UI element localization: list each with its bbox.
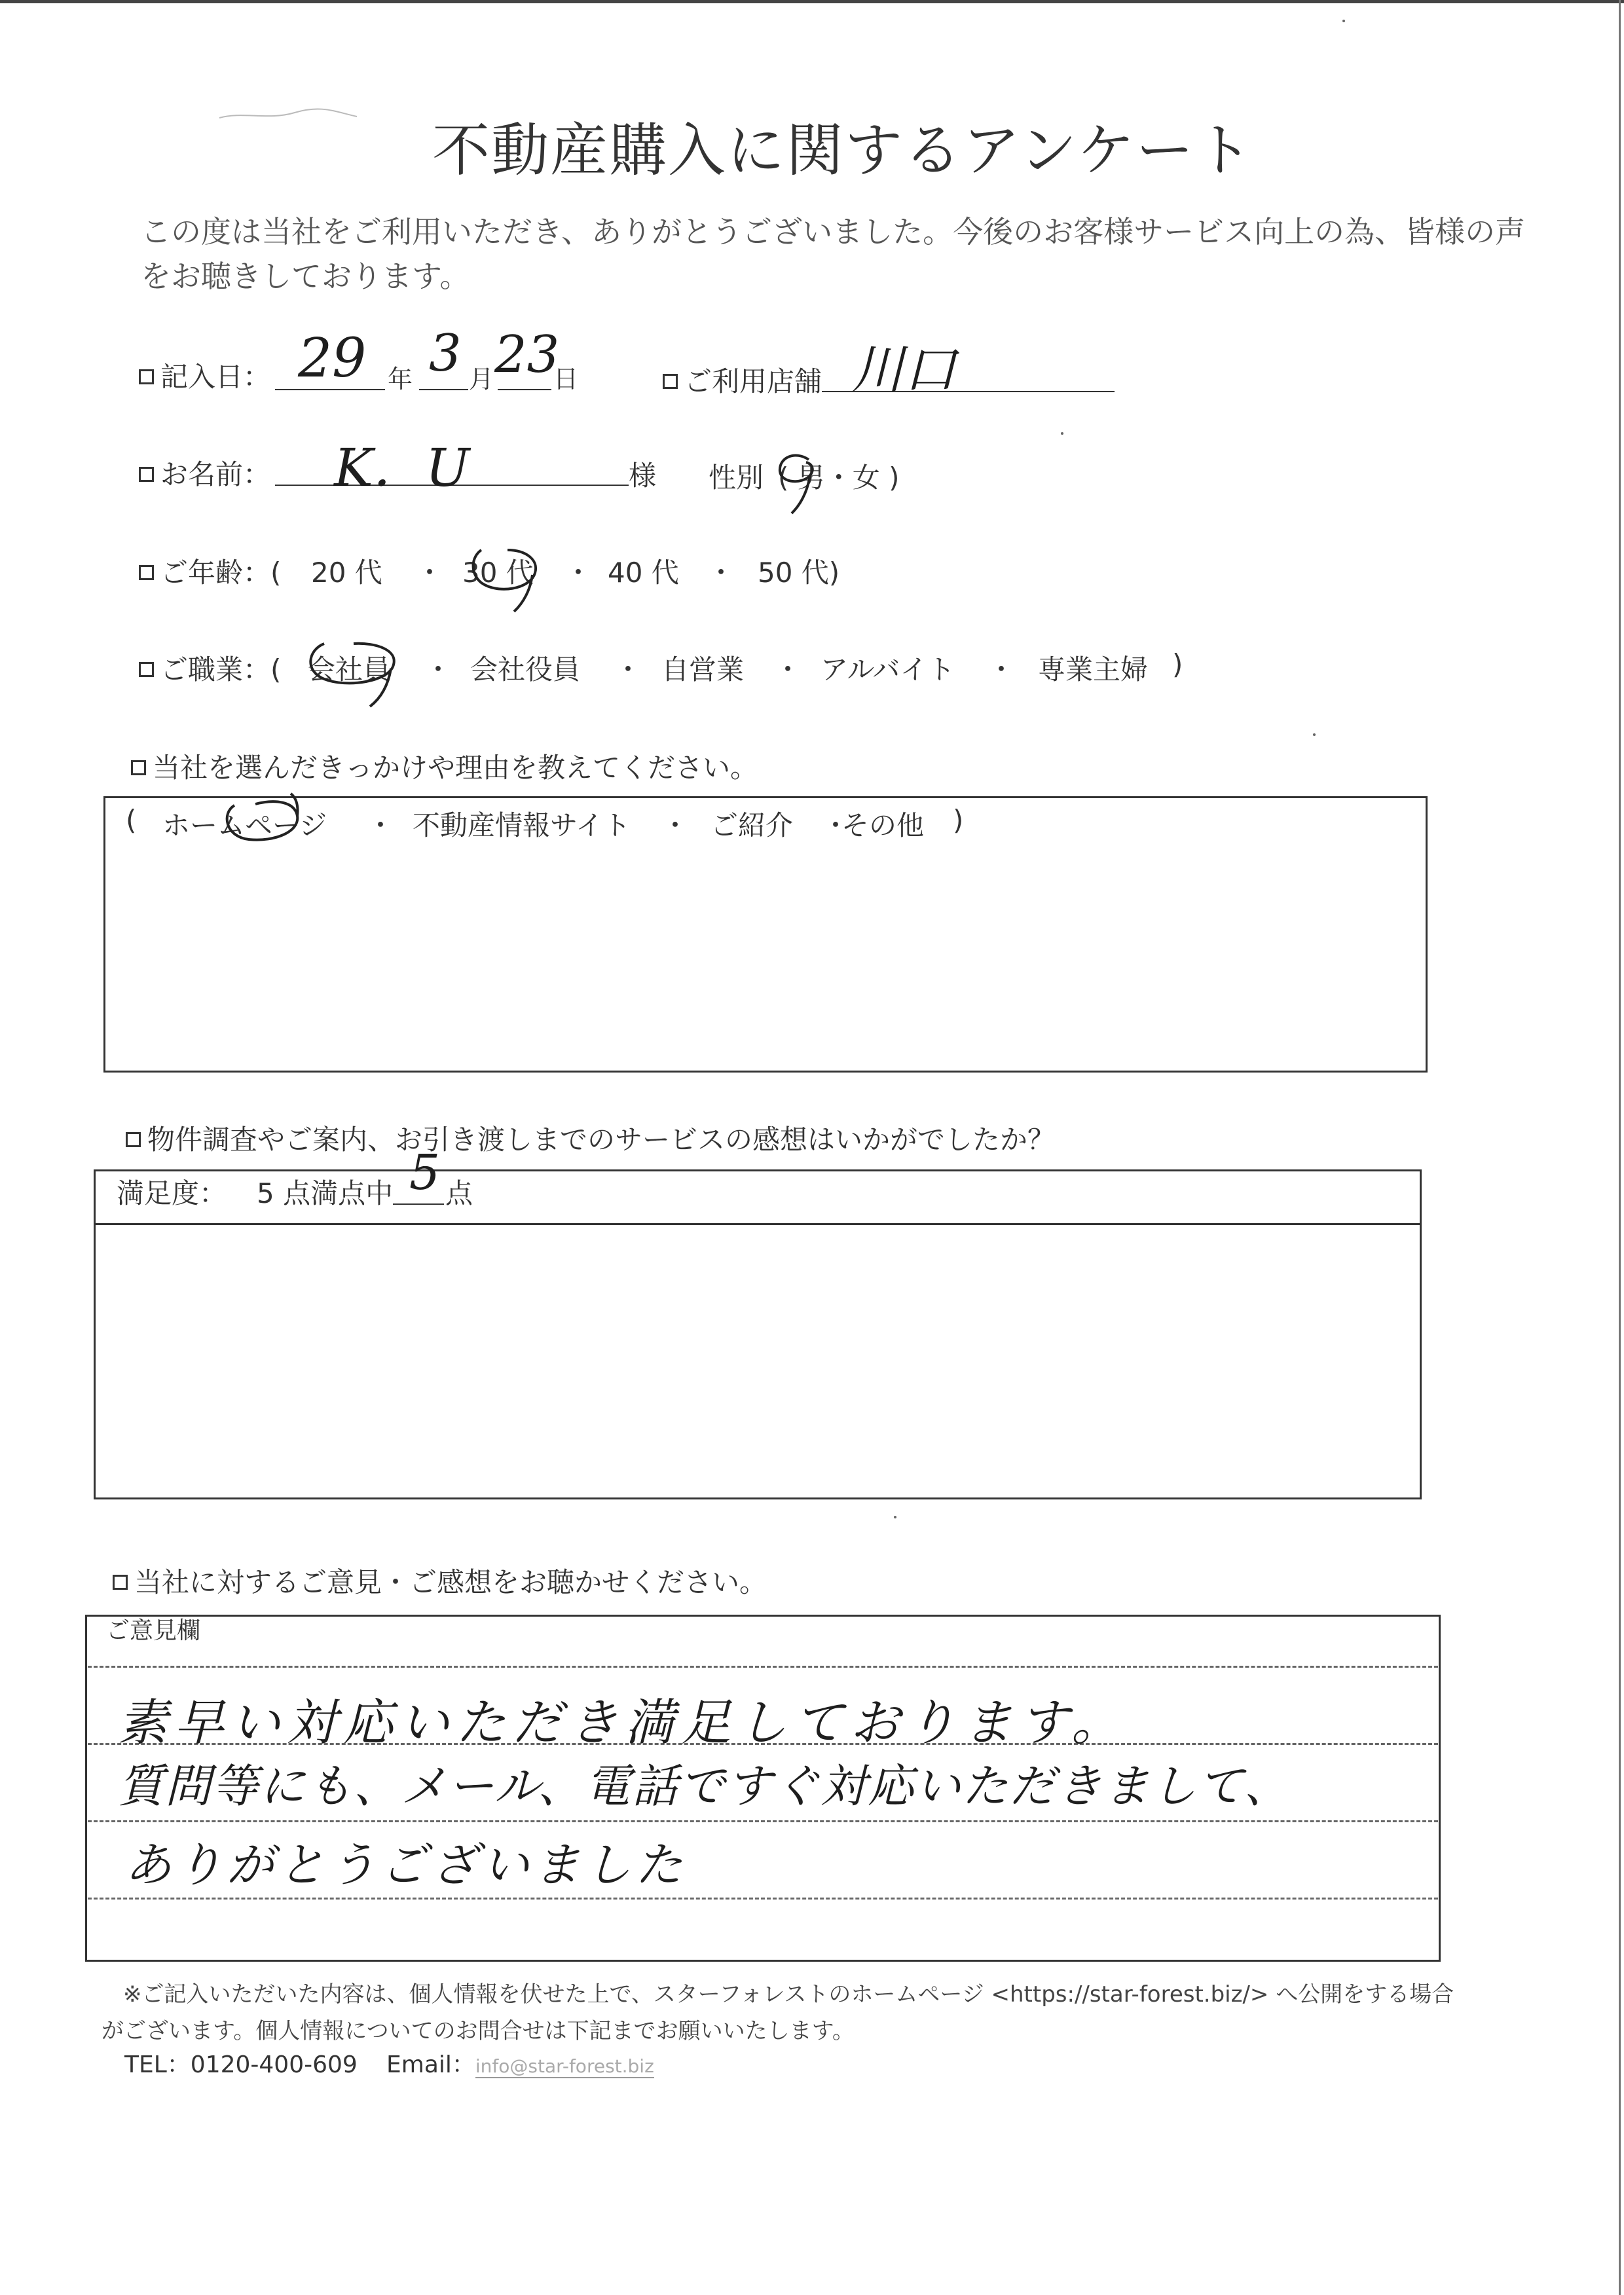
q3-question-text: 当社に対するご意見・ご感想をお聴かせください。: [134, 1566, 767, 1598]
name-label-text: お名前：: [160, 458, 271, 490]
separator: ・: [707, 557, 735, 589]
q1-option-homepage: ホームページ: [162, 809, 327, 841]
q3-box-label: ご意見欄: [106, 1617, 201, 1644]
bullet-icon: [126, 1132, 141, 1147]
comment-line-1: 素早い対応いただき満足しております。: [118, 1693, 1128, 1752]
q2-divider: [94, 1223, 1422, 1225]
entry-month-unit: 月: [469, 365, 494, 394]
occupation-option-executive: 会社役員: [470, 653, 581, 686]
store-label-text: ご利用店舗: [684, 365, 822, 397]
scan-right-edge: [1619, 0, 1621, 2295]
bullet-icon: [663, 374, 678, 389]
entry-year-value: 29: [298, 327, 367, 390]
separator: ・: [416, 557, 444, 589]
age-row: [139, 551, 281, 591]
bullet-icon: [139, 369, 154, 384]
separator: ・: [661, 809, 690, 841]
store-label: [663, 360, 822, 399]
intro-line-1: この度は当社をご利用いただき、ありがとうございました。今後のお客様サービス向上の為、皆様の声: [141, 214, 1526, 249]
entry-year-unit: 年: [388, 365, 413, 394]
comment-line-2: 質問等にも、メール、電話ですぐ対応いただきまして、: [118, 1759, 1291, 1813]
paren-open: (: [778, 462, 789, 494]
satisfaction-value: 5: [409, 1145, 441, 1201]
entry-month-line: [419, 389, 468, 390]
intro-line-2: をお聴きしております。: [141, 259, 470, 294]
satisfaction-suffix: 点: [445, 1177, 473, 1209]
bullet-icon: [139, 565, 154, 580]
q1-question-text: 当社を選んだきっかけや理由を教えてください。: [153, 752, 758, 784]
name-label: [139, 453, 270, 492]
q2-question-text: 物件調査やご案内、お引き渡しまでのサービスの感想はいかがでしたか？: [147, 1124, 1056, 1156]
age-option-50: 50 代): [758, 557, 840, 589]
name-value: K．U: [334, 437, 470, 498]
name-suffix: 様: [629, 460, 657, 492]
q1-selection-circle: [216, 792, 308, 851]
occupation-label: ご職業：(: [160, 653, 282, 686]
occupation-option-part-time: アルバイト: [821, 653, 955, 686]
q3-question: [113, 1561, 767, 1600]
separator: ・: [564, 557, 593, 589]
paren-close: ): [889, 462, 900, 494]
separator: ・: [424, 653, 452, 686]
separator: ・: [614, 653, 642, 686]
store-value: 川口: [851, 339, 956, 400]
scan-speck: [894, 1516, 896, 1518]
separator: ・: [824, 462, 853, 494]
bullet-icon: [131, 760, 146, 775]
dashed-line: [88, 1666, 1438, 1668]
occupation-row: [139, 648, 281, 688]
scan-speck: [1342, 20, 1345, 22]
page-title: 不動産購入に関するアンケート: [432, 117, 1254, 184]
q1-option-referral: ご紹介: [710, 809, 794, 841]
age-option-30: 30 代: [462, 557, 534, 589]
q1-option-real-estate-site: 不動産情報サイト: [413, 809, 631, 841]
email-label: Email：: [386, 2051, 475, 2078]
scan-speck: [1061, 432, 1063, 435]
comment-line-3: ありがとうございました: [124, 1837, 687, 1892]
satisfaction-prefix: 5 点満点中: [257, 1177, 394, 1209]
separator: ・: [774, 653, 802, 686]
paren-close: ): [953, 804, 964, 836]
footer-note-1: ※ご記入いただいた内容は、個人情報を伏せた上で、スターフォレストのホームページ <https://star-forest.biz/> へ公開をする場合: [123, 1981, 1454, 2008]
bullet-icon: [139, 467, 154, 482]
age-option-20: 20 代: [311, 557, 382, 589]
entry-day-line: [498, 389, 551, 390]
email-address[interactable]: info@star-forest.biz: [475, 2055, 654, 2077]
entry-date-label: [139, 356, 270, 395]
scan-speck: [1313, 733, 1316, 736]
separator: ・: [987, 653, 1016, 686]
separator: ・: [367, 809, 395, 841]
faint-mark: [216, 98, 360, 131]
satisfaction-line: [393, 1203, 444, 1205]
tel-row: [124, 2046, 358, 2080]
paren-close: ): [1172, 648, 1183, 680]
gender-option-female: 女: [852, 462, 880, 494]
occupation-option-company-employee: 会社員: [308, 653, 391, 686]
gender-label: 性別: [709, 462, 764, 494]
entry-month-value: 3: [429, 324, 462, 383]
entry-day-value: 23: [494, 325, 560, 384]
scan-top-edge: [0, 0, 1624, 3]
gender-selection-circle: [769, 445, 822, 517]
occupation-selection-circle: [298, 632, 403, 710]
footer-note-2: がございます。個人情報についてのお問合せは下記までお願いいたします。: [101, 2018, 855, 2044]
q1-option-other: その他: [841, 809, 925, 841]
entry-date-label-text: 記入日：: [160, 361, 271, 393]
satisfaction-label: 満足度：: [117, 1177, 227, 1209]
occupation-option-self-employed: 自営業: [661, 653, 745, 686]
bullet-icon: [139, 662, 154, 677]
email-row: [386, 2046, 654, 2080]
tel-number: 0120-400-609: [190, 2051, 358, 2078]
entry-day-unit: 日: [553, 365, 579, 394]
tel-label: TEL：: [124, 2051, 191, 2078]
dashed-line: [88, 1898, 1438, 1900]
dashed-line: [88, 1820, 1438, 1822]
q2-question: [126, 1118, 1055, 1158]
separator: ・: [822, 809, 850, 841]
bullet-icon: [113, 1575, 128, 1590]
occupation-option-homemaker: 専業主婦: [1038, 653, 1149, 686]
age-selection-circle: [462, 537, 547, 615]
gender-option-male: 男: [797, 462, 825, 494]
age-label: ご年齢：(: [160, 557, 282, 589]
age-option-40: 40 代: [608, 557, 679, 589]
q1-question: [131, 746, 758, 786]
q2-answer-box: [94, 1169, 1422, 1499]
paren-open: (: [126, 804, 137, 836]
